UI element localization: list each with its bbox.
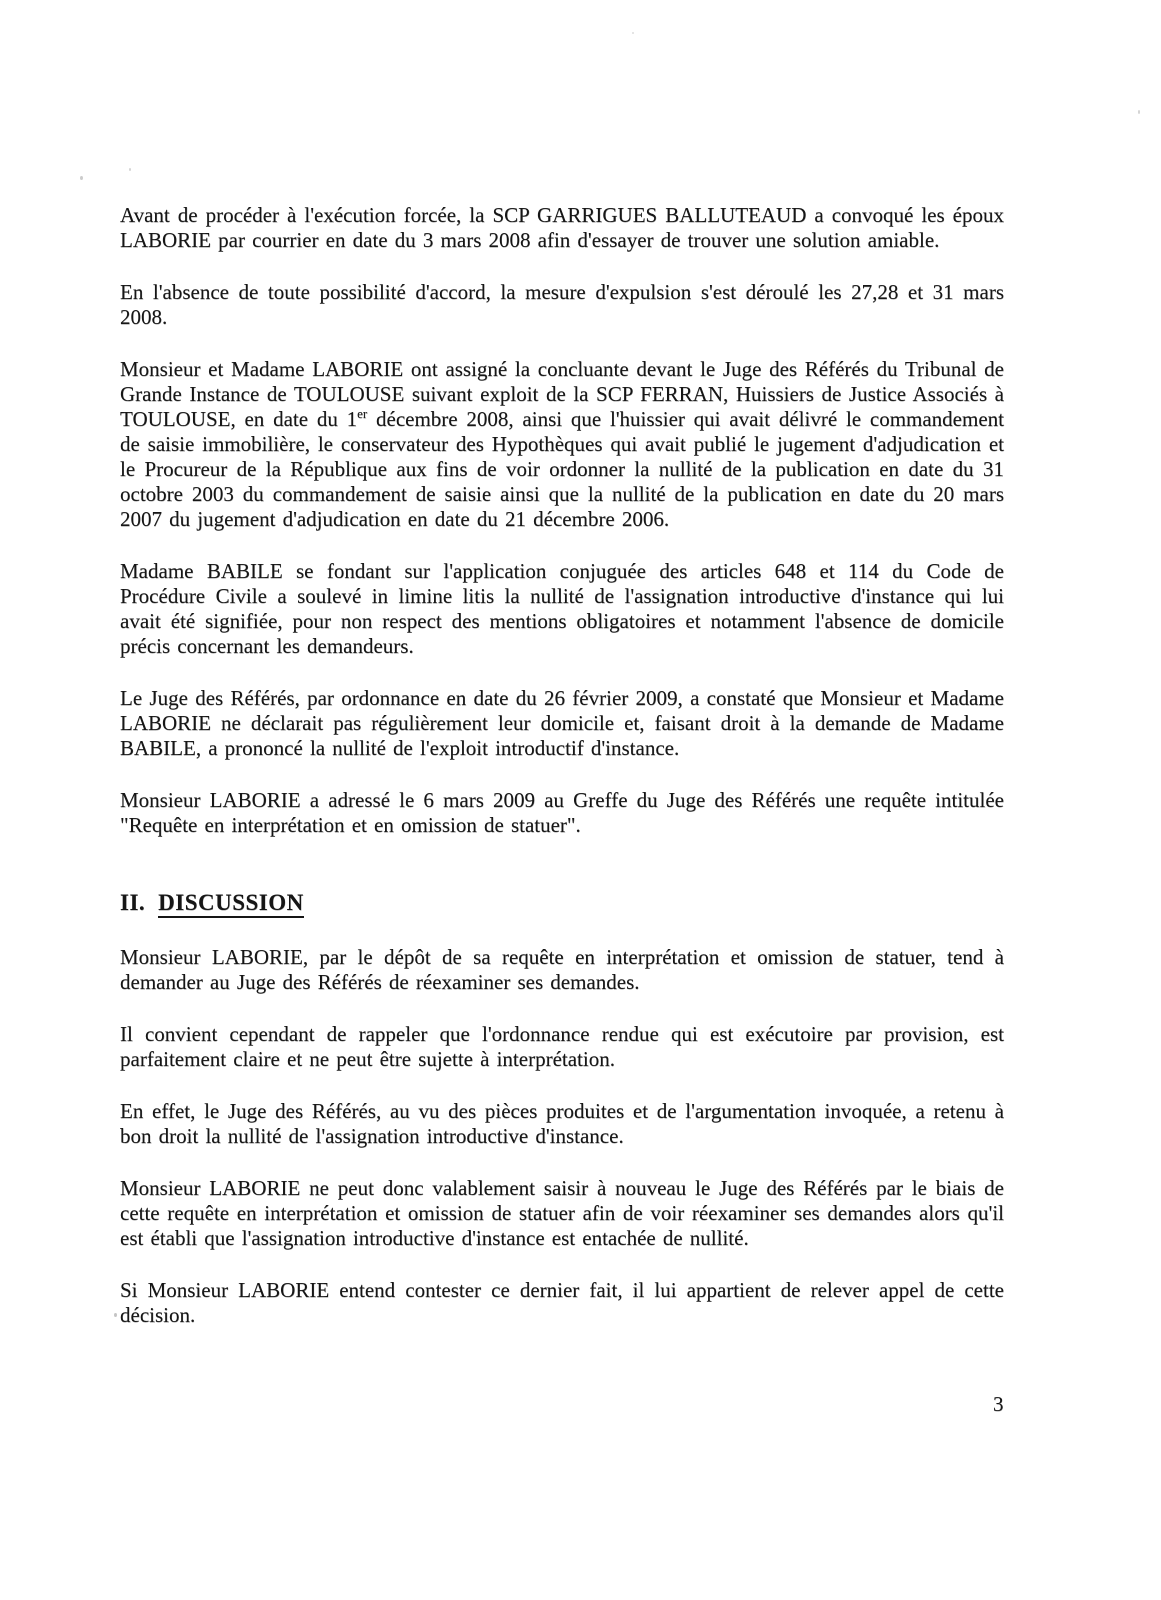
paragraph-depot-requete: Monsieur LABORIE, par le dépôt de sa requête en interprétation et omission de statuer, tend à demander au Juge des Référés de réexaminer ses demandes.: [120, 945, 1004, 994]
heading-numeral: II.: [120, 890, 146, 915]
paragraph-assignation: [120, 357, 1004, 532]
paragraph-assignation-text: décembre 2008, ainsi que l'huissier qui avait délivré le commandement de saisie immobilière, le conservateur des Hypothèques qui avait publié le jugement d'adjudication et le Procureur de la République aux fins de voir ordonner la nullité de la publication en date du 31 octobre 2003 du commandement de saisie ainsi que la nullité de la publication en date du 20 mars 2007 du jugement d'adjudication en date du 21 décembre 2006.: [120, 407, 1004, 531]
heading-title: DISCUSSION: [158, 890, 304, 918]
paragraph-saisine-invalide: Monsieur LABORIE ne peut donc valablement saisir à nouveau le Juge des Référés par le biais de cette requête en interprétation et omission de statuer afin de voir réexaminer ses demandes alors qu'il est établi que l'assignation introductive d'instance est entachée de nullité.: [120, 1176, 1004, 1250]
paragraph-babile-nullite: Madame BABILE se fondant sur l'application conjuguée des articles 648 et 114 du Code de Procédure Civile a soulevé in limine litis la nullité de l'assignation introductive d'instance qui lui avait été signifiée, pour non respect des mentions obligatoires et notamment l'absence de domicile précis concernant les demandeurs.: [120, 559, 1004, 658]
superscript-er: er: [357, 406, 368, 421]
paragraph-expulsion: En l'absence de toute possibilité d'accord, la mesure d'expulsion s'est déroulé les 27,28 et 31 mars 2008.: [120, 280, 1004, 329]
scan-speck: [1138, 110, 1140, 114]
paragraph-convocation: Avant de procéder à l'exécution forcée, la SCP GARRIGUES BALLUTEAUD a convoqué les époux LABORIE par courrier en date du 3 mars 2008 afin d'essayer de trouver une solution amiable.: [120, 203, 1004, 252]
paragraph-ordonnance-claire: Il convient cependant de rappeler que l'ordonnance rendue qui est exécutoire par provision, est parfaitement claire et ne peut être sujette à interprétation.: [120, 1022, 1004, 1071]
scan-speck: [632, 32, 634, 34]
paragraph-bon-droit: En effet, le Juge des Référés, au vu des pièces produites et de l'argumentation invoquée, a retenu à bon droit la nullité de l'assignation introductive d'instance.: [120, 1099, 1004, 1148]
scan-speck: [80, 176, 83, 180]
paragraph-requete: Monsieur LABORIE a adressé le 6 mars 2009 au Greffe du Juge des Référés une requête intitulée "Requête en interprétation et en omission de statuer".: [120, 788, 1004, 837]
scan-speck: [129, 168, 131, 171]
paragraph-ordonnance: Le Juge des Référés, par ordonnance en date du 26 février 2009, a constaté que Monsieur et Madame LABORIE ne déclarait pas régulièrement leur domicile et, faisant droit à la demande de Madame BABILE, a prononcé la nullité de l'exploit introductif d'instance.: [120, 686, 1004, 760]
paragraph-appel: Si Monsieur LABORIE entend contester ce dernier fait, il lui appartient de relever appel de cette décision.: [120, 1278, 1004, 1327]
section-heading-discussion: [120, 890, 1004, 915]
scan-speck: [114, 1313, 117, 1317]
document-body: [120, 203, 1004, 1355]
page-number: 3: [993, 1392, 1004, 1416]
paragraph-assignation-text: Monsieur et Madame LABORIE ont assigné la concluante devant le Juge des Référés du Tribunal de Grande Instance de TOULOUSE suivant exploit de la SCP FERRAN, Huissiers de Justice Associés à TOULOUSE, en date du 1: [120, 357, 1004, 431]
